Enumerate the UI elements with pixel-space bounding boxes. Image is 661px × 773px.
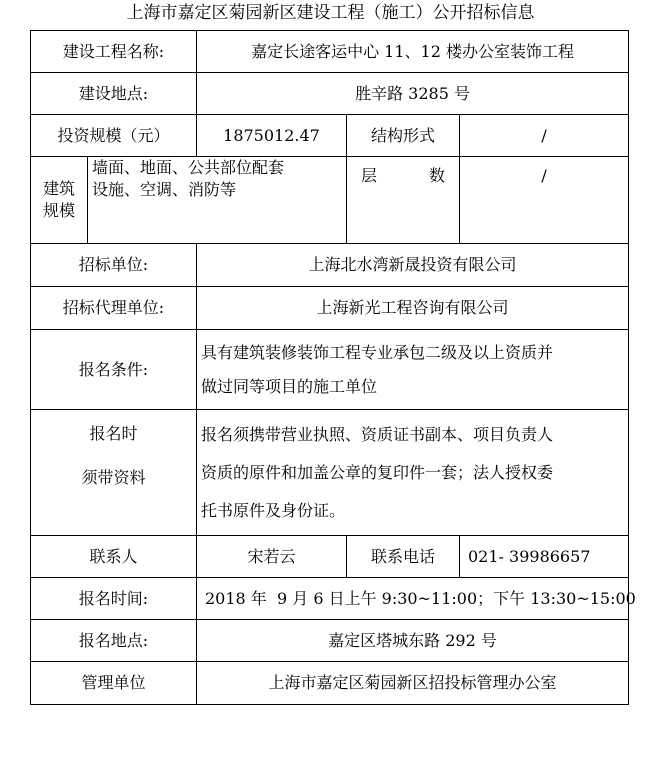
documents-value [197, 410, 629, 536]
phone-value: 021- 39986657 [460, 536, 629, 578]
floors-label-a: 层 [361, 166, 378, 185]
row-location [31, 73, 629, 115]
floors-label-b: 数 [428, 166, 445, 185]
structure-label: 结构形式 [347, 115, 460, 157]
row-scale [31, 157, 629, 244]
documents-line2: 资质的原件和加盖公章的复印件一套；法人授权委 [201, 462, 554, 482]
tenderer-value: 上海北水湾新晟投资有限公司 [197, 244, 629, 287]
floors-value: / [460, 157, 629, 244]
agent-value: 上海新光工程咨询有限公司 [197, 287, 629, 330]
conditions-line2: 做过同等项目的施工单位 [201, 376, 378, 396]
project-name-value: 嘉定长途客运中心 11、12 楼办公室装饰工程 [197, 31, 629, 73]
time-label: 报名时间: [31, 578, 197, 620]
tenderer-label: 招标单位: [31, 244, 197, 287]
page-title: 上海市嘉定区菊园新区建设工程（施工）公开招标信息 [126, 3, 535, 23]
place-value: 嘉定区塔城东路 292 号 [197, 620, 629, 662]
conditions-label: 报名条件: [31, 330, 197, 410]
row-contact [31, 536, 629, 578]
phone-label: 联系电话 [347, 536, 460, 578]
scale-value-line1: 墙面、地面、公共部位配套 [92, 158, 285, 177]
documents-line3: 托书原件及身份证。 [201, 500, 346, 520]
conditions-value [197, 330, 629, 410]
documents-label-line2: 须带资料 [81, 468, 146, 487]
floors-label [347, 157, 460, 244]
tender-info-table [30, 30, 636, 705]
location-value: 胜辛路 3285 号 [197, 73, 629, 115]
place-label: 报名地点: [31, 620, 197, 662]
contact-value: 宋若云 [197, 536, 347, 578]
investment-value: 1875012.47 [197, 115, 347, 157]
row-admin [31, 662, 629, 705]
agent-label: 招标代理单位: [31, 287, 197, 330]
structure-value: / [460, 115, 629, 157]
conditions-line1: 具有建筑装修装饰工程专业承包二级及以上资质并 [201, 342, 554, 362]
row-tenderer [31, 244, 629, 287]
project-name-label: 建设工程名称: [31, 31, 197, 73]
row-investment [31, 115, 629, 157]
contact-label: 联系人 [31, 536, 197, 578]
documents-line1: 报名须携带营业执照、资质证书副本、项目负责人 [201, 424, 554, 444]
scale-value [88, 157, 347, 244]
documents-label-line1: 报名时 [89, 424, 138, 443]
row-documents [31, 410, 629, 536]
admin-value: 上海市嘉定区菊园新区招投标管理办公室 [197, 662, 629, 705]
row-time [31, 578, 629, 620]
time-value: 2018 年 9 月 6 日上午 9:30~11:00；下午 13:30~15:00 [197, 578, 629, 620]
investment-label: 投资规模（元） [31, 115, 197, 157]
row-agent [31, 287, 629, 330]
scale-value-line2: 设施、空调、消防等 [92, 180, 237, 199]
scale-label-line2: 规模 [42, 201, 75, 220]
row-place [31, 620, 629, 662]
admin-label: 管理单位 [31, 662, 197, 705]
row-project-name [31, 31, 629, 73]
location-label: 建设地点: [31, 73, 197, 115]
scale-label [31, 157, 88, 244]
row-conditions [31, 330, 629, 410]
documents-label [31, 410, 197, 536]
scale-label-line1: 建筑 [42, 179, 75, 198]
